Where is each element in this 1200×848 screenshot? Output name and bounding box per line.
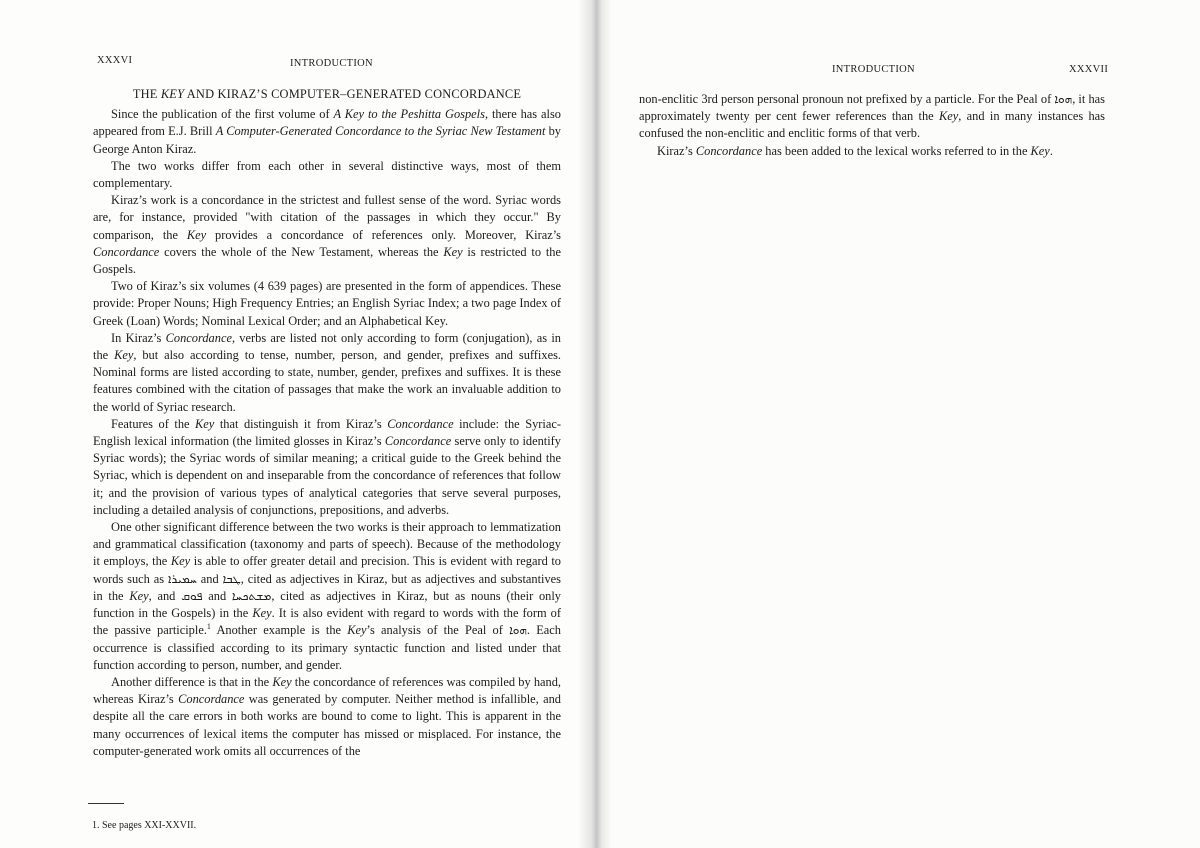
paragraph-4: Two of Kiraz’s six volumes (4 639 pages) are presented in the form of appendices. These provide: Proper Nouns; High Frequency Entries; an English Syriac Index; a two page Index of Greek (Loan) Words; Nominal Lexical Order; and an Alphabetical Key. (93, 279, 561, 328)
paragraph-2: Kiraz’s Concordance has been added to the lexical works referred to in the Key. (657, 143, 1053, 158)
syriac-word: ܗܘܐ (509, 623, 527, 638)
footnote-divider (88, 803, 124, 804)
syriac-word: ܛܒܐ (222, 571, 241, 586)
paragraph-1: Since the publication of the first volume of A Key to the Peshitta Gospels, there has also appeared from E.J. Brill A Computer-Generated Concordance to the Syriac New Testament by George Anton Kiraz. (93, 107, 561, 156)
paragraph-3: Kiraz’s work is a concordance in the strictest and fullest sense of the word. Syriac words are, for instance, provided "with citation of the passages in which they occur." By comparison, the Key provides a concordance of references only. Moreover, Kiraz’s Concordance covers the whole of the New Testament, whereas the Key is restricted to the Gospels. (93, 193, 561, 277)
right-text-column (639, 91, 1105, 160)
footnote: 1. See pages XXI-XXVII. (92, 820, 197, 831)
syriac-word: ܚܡܝܪܐ (167, 571, 197, 586)
paragraph-7: One other significant difference between the two works is their approach to lemmatization and grammatical classification (taxonomy and parts of speech). Because of the methodology it employs, the Key is able to offer greater detail and precision. This is evident with regard to words such as ܚܡܝܪܐ and ܛܒܐ, cited as adjectives in Kiraz, but as adjectives and substantives in the Key, and ܦܘܩ and ܡܫܬܟܚܐ, cited as adjectives in Kiraz, but as nouns (their only function in the Gospels) in the Key. It is also evident with regard to words with the form of the passive participle.$^1$ Another example is the Key’s analysis of the Peal of ܗܘܐ. Each occurrence is classified according to its primary syntactic function and listed under that function according to person, number, and gender. (93, 520, 562, 672)
footnote-marker: 1 (206, 622, 211, 632)
running-head: INTRODUCTION (290, 58, 373, 69)
running-head: INTRODUCTION (832, 64, 915, 75)
syriac-word: ܗܘܐ (1054, 92, 1073, 106)
paragraph-continued: non-enclitic 3rd person personal pronoun not prefixed by a particle. For the Peal of ܗܘܐ, it has approximately twenty per cent fewer references than the Key, and in many instances has confused the non-enclitic and enclitic forms of that verb. (639, 92, 1106, 141)
paragraph-5: In Kiraz’s Concordance, verbs are listed not only according to form (conjugation), as in the Key, but also according to tense, number, person, and gender, prefixes and suffixes. Nominal forms are listed according to state, number, gender, prefixes and suffixes. It is these features combined with the citation of passages that make the work an invaluable addition to the world of Syriac research. (93, 330, 561, 414)
paragraph-8: Another difference is that in the Key the concordance of references was compiled by hand, whereas Kiraz’s Concordance was generated by computer. Neither method is infallible, and despite all the care errors in both works are bound to come to light. This is apparent in the many occurrences of lexical items the computer has missed or misplaced. For instance, the computer-generated work omits all occurrences of the (93, 674, 562, 758)
paragraph-2: The two works differ from each other in several distinctive ways, most of them complementary. (93, 158, 561, 191)
right-page (595, 0, 1200, 848)
page-number: XXXVII (1069, 64, 1109, 75)
section-title: THE KEY AND KIRAZ’S COMPUTER–GENERATED CONCORDANCE (132, 87, 522, 101)
syriac-word: ܦܘܩ (181, 588, 203, 603)
page-number: XXXVI (97, 55, 133, 66)
paragraph-6: Features of the Key that distinguish it from Kiraz’s Concordance include: the Syriac-English lexical information (the limited glosses in Kiraz’s Concordance serve only to identify Syriac words); the Syriac words of similar meaning; a critical guide to the Greek behind the Syriac, which is dependent on and inseparable from the concordance of references that follow it; and the provision of various types of analytical categories that serve several purposes, including a detailed analysis of conjunctions, prepositions, and adverbs. (93, 416, 562, 517)
left-page (0, 0, 595, 848)
left-text-column (93, 86, 561, 760)
book-gutter-shadow (578, 0, 612, 848)
syriac-word: ܡܫܬܟܚܐ (231, 588, 272, 603)
